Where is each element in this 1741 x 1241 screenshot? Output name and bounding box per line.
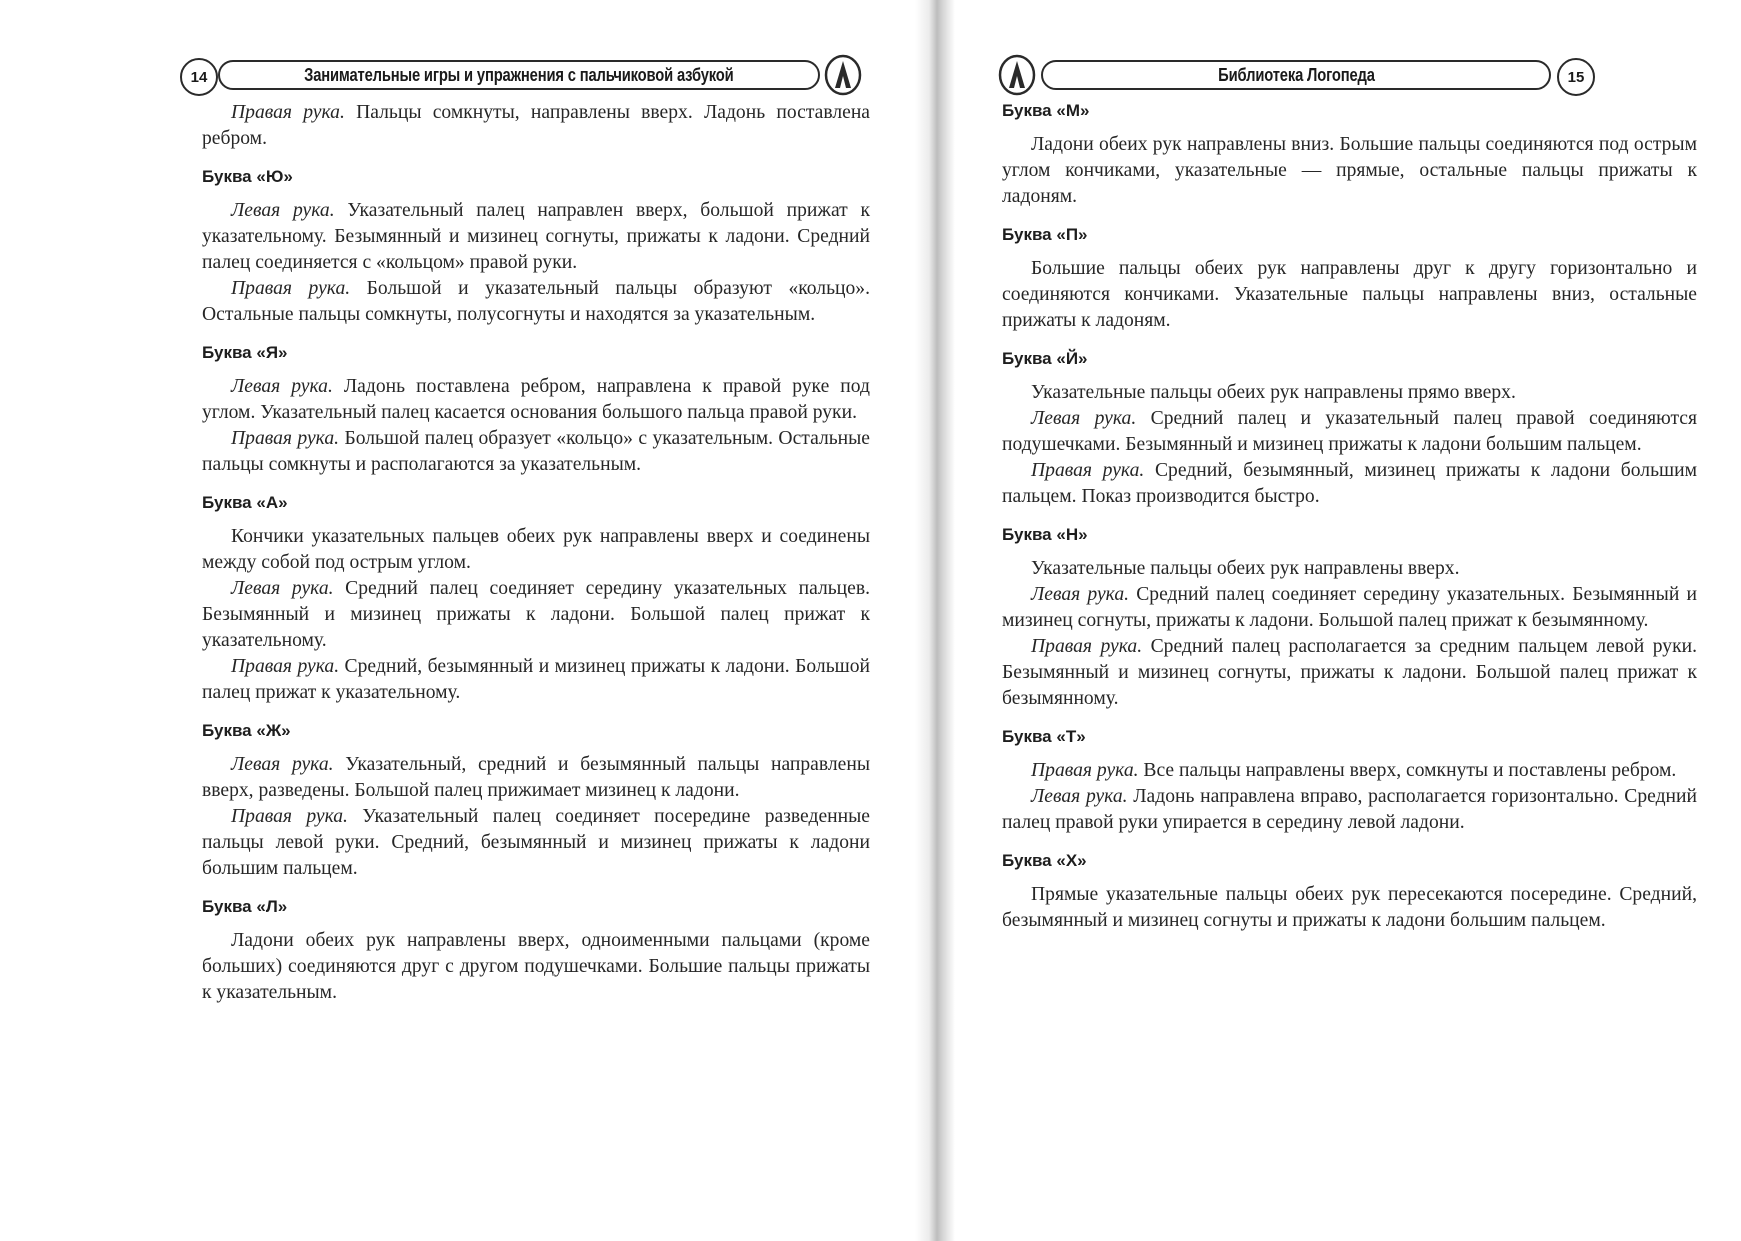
body-paragraph	[1002, 582, 1697, 634]
paragraph-text: Средний, безымянный, мизинец прижаты к ладони большим пальцем. Показ производится быстро.	[1002, 460, 1697, 507]
body-paragraph	[202, 276, 870, 328]
paragraph-text: Большие пальцы обеих рук направлены друг к другу горизонтально и соединяются кончиками. Указательные пальцы направлены вниз, остальные прижаты к ладоням.	[1002, 258, 1697, 331]
body-paragraph	[1002, 882, 1697, 934]
left-page-header	[190, 52, 872, 98]
paragraph-text: Прямые указательные пальцы обеих рук пересекаются посередине. Средний, безымянный и мизинец согнуты и прижаты к ладони большим пальцем.	[1002, 884, 1697, 931]
body-paragraph	[202, 654, 870, 706]
left-page-body	[202, 100, 870, 1006]
hand-label: Левая рука.	[1031, 408, 1137, 429]
paragraph-text: Все пальцы направлены вверх, сомкнуты и поставлены ребром.	[1138, 760, 1677, 781]
hand-label: Правая рука.	[231, 278, 351, 299]
right-page-body	[1002, 100, 1697, 934]
body-paragraph	[202, 426, 870, 478]
body-paragraph	[202, 198, 870, 276]
body-paragraph	[1002, 784, 1697, 836]
paragraph-text: Средний палец располагается за средним пальцем левой руки. Безымянный и мизинец согнуты, прижаты к ладони. Большой палец прижат к безымянному.	[1002, 636, 1697, 709]
paragraph-text: Указательный палец направлен вверх, большой прижат к указательному. Безымянный и мизинец согнуты, прижаты к ладони. Средний палец соединяется с «кольцом» правой руки.	[202, 200, 870, 273]
paragraph-text: Большой палец образует «кольцо» с указательным. Остальные пальцы сомкнуты и располагаются за указательным.	[202, 428, 870, 475]
body-paragraph	[202, 100, 870, 152]
paragraph-text: Ладони обеих рук направлены вверх, одноименными пальцами (кроме больших) соединяются друг с другом подушечками. Большие пальцы прижаты к указательным.	[202, 930, 870, 1003]
paragraph-text: Указательные пальцы обеих рук направлены прямо вверх.	[1031, 382, 1516, 403]
running-title-text: Занимательные игры и упражнения с пальчиковой азбукой	[304, 64, 734, 85]
body-paragraph	[202, 752, 870, 804]
running-title-text: Библиотека Логопеда	[1217, 64, 1375, 85]
hand-label: Правая рука.	[1031, 460, 1145, 481]
paragraph-text: Ладонь направлена вправо, располагается горизонтально. Средний палец правой руки упирается в середину левой ладони.	[1002, 786, 1698, 833]
paragraph-text: Средний, безымянный и мизинец прижаты к ладони. Большой палец прижат к указательному.	[202, 656, 870, 703]
body-paragraph	[1002, 556, 1697, 582]
paragraph-text: Ладонь поставлена ребром, направлена к правой руке под углом. Указательный палец касается основания большого пальца правой руки.	[202, 376, 870, 423]
body-paragraph	[1002, 256, 1697, 334]
body-paragraph	[1002, 406, 1697, 458]
letter-heading: Буква «Ю»	[202, 167, 293, 186]
page-number: 14	[180, 58, 218, 96]
paragraph-text: Указательные пальцы обеих рук направлены вверх.	[1031, 558, 1460, 579]
library-logo-icon	[824, 54, 862, 96]
paragraph-text: Кончики указательных пальцев обеих рук направлены вверх и соединены между собой под острым углом.	[202, 526, 870, 573]
running-title	[1041, 60, 1551, 90]
body-paragraph	[202, 576, 870, 654]
hand-label: Левая рука.	[1031, 584, 1130, 605]
letter-heading: Буква «Т»	[1002, 727, 1086, 746]
letter-heading: Буква «Й»	[1002, 349, 1088, 368]
body-paragraph	[1002, 458, 1697, 510]
letter-heading: Буква «П»	[1002, 225, 1088, 244]
body-paragraph	[1002, 132, 1697, 210]
hand-label: Левая рука.	[231, 754, 334, 775]
paragraph-text: Указательный палец соединяет посередине разведенные пальцы левой руки. Средний, безымянный и мизинец прижаты к ладони большим пальцем.	[202, 806, 870, 879]
body-paragraph	[202, 374, 870, 426]
letter-heading: Буква «Н»	[1002, 525, 1088, 544]
letter-heading: Буква «Л»	[202, 897, 288, 916]
library-logo-icon	[998, 54, 1036, 96]
hand-label: Правая рука.	[1031, 760, 1139, 781]
body-paragraph	[202, 524, 870, 576]
paragraph-text: Пальцы сомкнуты, направлены вверх. Ладонь поставлена ребром.	[202, 102, 871, 149]
paragraph-text: Большой и указательный пальцы образуют «кольцо». Остальные пальцы сомкнуты, полусогнуты и находятся за указательным.	[202, 278, 870, 325]
body-paragraph	[202, 804, 870, 882]
hand-label: Левая рука.	[231, 376, 333, 397]
letter-heading: Буква «Ж»	[202, 721, 291, 740]
right-page-header	[999, 52, 1699, 98]
letter-heading: Буква «Х»	[1002, 851, 1087, 870]
running-title	[218, 60, 820, 90]
letter-heading: Буква «Я»	[202, 343, 288, 362]
hand-label: Правая рука.	[1031, 636, 1143, 657]
letter-heading: Буква «М»	[1002, 101, 1090, 120]
body-paragraph	[1002, 758, 1697, 784]
paragraph-text: Средний палец соединяет середину указательных пальцев. Безымянный и мизинец прижаты к ладони. Большой палец прижат к указательному.	[202, 578, 870, 651]
body-paragraph	[1002, 634, 1697, 712]
paragraph-text: Средний палец и указательный палец правой соединяются подушечками. Безымянный и мизинец прижаты к ладони большим пальцем.	[1002, 408, 1697, 455]
hand-label: Правая рука.	[231, 102, 345, 123]
hand-label: Правая рука.	[231, 806, 348, 827]
paragraph-text: Средний палец соединяет середину указательных. Безымянный и мизинец согнуты, прижаты к ладони. Большой палец прижат к безымянному.	[1002, 584, 1697, 631]
page-number: 15	[1557, 58, 1595, 96]
paragraph-text: Ладони обеих рук направлены вниз. Большие пальцы соединяются под острым углом кончиками, указательные — прямые, остальные пальцы прижаты к ладоням.	[1002, 134, 1697, 207]
letter-heading: Буква «А»	[202, 493, 288, 512]
hand-label: Правая рука.	[231, 428, 340, 449]
right-page	[935, 0, 1741, 1241]
hand-label: Левая рука.	[231, 200, 335, 221]
body-paragraph	[1002, 380, 1697, 406]
paragraph-text: Указательный, средний и безымянный пальцы направлены вверх, разведены. Большой палец прижимает мизинец к ладони.	[202, 754, 870, 801]
hand-label: Левая рука.	[1031, 786, 1128, 807]
hand-label: Правая рука.	[231, 656, 340, 677]
hand-label: Левая рука.	[231, 578, 334, 599]
body-paragraph	[202, 928, 870, 1006]
